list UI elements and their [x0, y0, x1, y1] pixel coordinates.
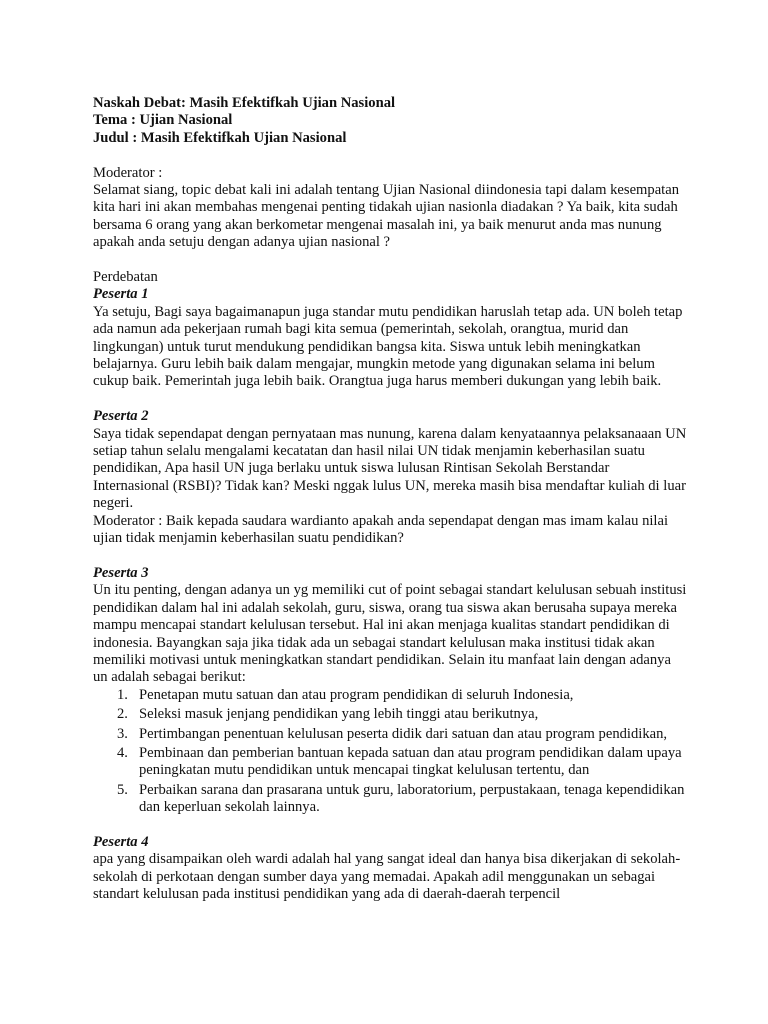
debate-section-label: Perdebatan — [93, 269, 158, 286]
participant-3-text: Un itu penting, dengan adanya un yg memiliki cut of point sebagai standart kelulusan sebuah institusi pendidikan dalam hal ini adalah sekolah, guru, siswa, orang tua siswa akan berusaha supaya mereka mampu mencapai standart kelulusan tersebut. Hal ini akan menjaga kualitas standart pendidikan di indonesia. Bayangkan saja jika tidak ada un sebagai standart kelulusan maka institusi tidak akan memiliki motivasi untuk meningkatkan standart pendidikan. Selain itu manfaat lain dengan adanya un adalah sebagai berikut: — [93, 582, 687, 686]
list-item — [93, 745, 688, 780]
participant-3-heading: Peserta 3 — [93, 564, 149, 581]
participant-2-heading: Peserta 2 — [93, 408, 149, 425]
list-item-number: 5. — [117, 781, 128, 798]
list-item — [93, 726, 688, 743]
list-item-text: Perbaikan sarana dan prasarana untuk guru, laboratorium, perpustakaan, tenaga kependidikan dan keperluan sekolah lainnya. — [139, 781, 685, 816]
participant-2-text: Saya tidak sependapat dengan pernyataan mas nunung, karena dalam kenyataannya pelaksanaaan UN setiap tahun selalu mengalami kecatatan dan hasil nilai UN tidak menjamin keberhasilan suatu pendidikan, Apa hasil UN juga berlaku untuk siswa lulusan Rintisan Sekolah Berstandar Internasional (RSBI)? Tidak kan? Meski nggak lulus UN, mereka masih bisa mendaftar kuliah di luar negeri. — [93, 425, 687, 512]
participant-1-text: Ya setuju, Bagi saya bagaimanapun juga standar mutu pendidikan haruslah tetap ada. UN boleh tetap ada namun ada pekerjaan rumah bagi kita semua (pemerintah, sekolah, orangtua, murid dan lingkungan) untuk turut mendukung pendidikan bangsa kita. Siswa untuk lebih meningkatkan belajarnya. Guru lebih baik dalam mengajar, mungkin metode yang digunakan selama ini belum cukup baik. Pemerintah juga lebih baik. Orangtua juga harus memberi dukungan yang lebih baik. — [93, 303, 683, 390]
list-item-text: Seleksi masuk jenjang pendidikan yang lebih tinggi atau berikutnya, — [139, 706, 539, 723]
list-item-text: Pembinaan dan pemberian bantuan kepada satuan dan atau program pendidikan dalam upaya peningkatan mutu pendidikan untuk mencapai tingkat kelulusan tertentu, dan — [139, 744, 682, 779]
list-item-number: 3. — [117, 725, 128, 742]
list-item-number: 4. — [117, 744, 128, 761]
moderator-opening-text: Selamat siang, topic debat kali ini adalah tentang Ujian Nasional diindonesia tapi dalam kesempatan kita hari ini akan membahas mengenai penting tidakah ujian nasionla diadakan ? Ya baik, kita sudah bersama 6 orang yang akan berkometar mengenai masalah ini, ya baik menurut anda mas nunung apakah anda setuju dengan adanya ujian nasional ? — [93, 182, 680, 251]
document-theme: Tema : Ujian Nasional — [93, 112, 233, 129]
list-item — [93, 706, 688, 723]
document-title: Naskah Debat: Masih Efektifkah Ujian Nasional — [93, 95, 396, 111]
benefits-list — [93, 687, 688, 817]
participant-4-heading: Peserta 4 — [93, 833, 149, 850]
list-item-number: 2. — [117, 706, 128, 723]
moderator-label: Moderator : — [93, 164, 163, 181]
moderator-question-text: Moderator : Baik kepada saudara wardianto apakah anda sependapat dengan mas imam kalau nilai ujian tidak menjamin keberhasilan suatu pendidikan? — [93, 512, 669, 547]
list-item-number: 1. — [117, 686, 128, 703]
list-item — [93, 782, 688, 817]
participant-4-text: apa yang disampaikan oleh wardi adalah hal yang sangat ideal dan hanya bisa dikerjakan di sekolah-sekolah di perkotaan dengan sumber daya yang memadai. Apakah adil menggunakan un sebagai standart kelulusan pada institusi pendidikan yang ada di daerah-daerah terpencil — [93, 851, 681, 903]
list-item-text: Penetapan mutu satuan dan atau program pendidikan di seluruh Indonesia, — [139, 686, 574, 703]
list-item — [93, 687, 688, 704]
document-subject: Judul : Masih Efektifkah Ujian Nasional — [93, 129, 347, 146]
participant-1-heading: Peserta 1 — [93, 286, 149, 303]
list-item-text: Pertimbangan penentuan kelulusan peserta didik dari satuan dan atau program pendidikan, — [139, 725, 668, 742]
